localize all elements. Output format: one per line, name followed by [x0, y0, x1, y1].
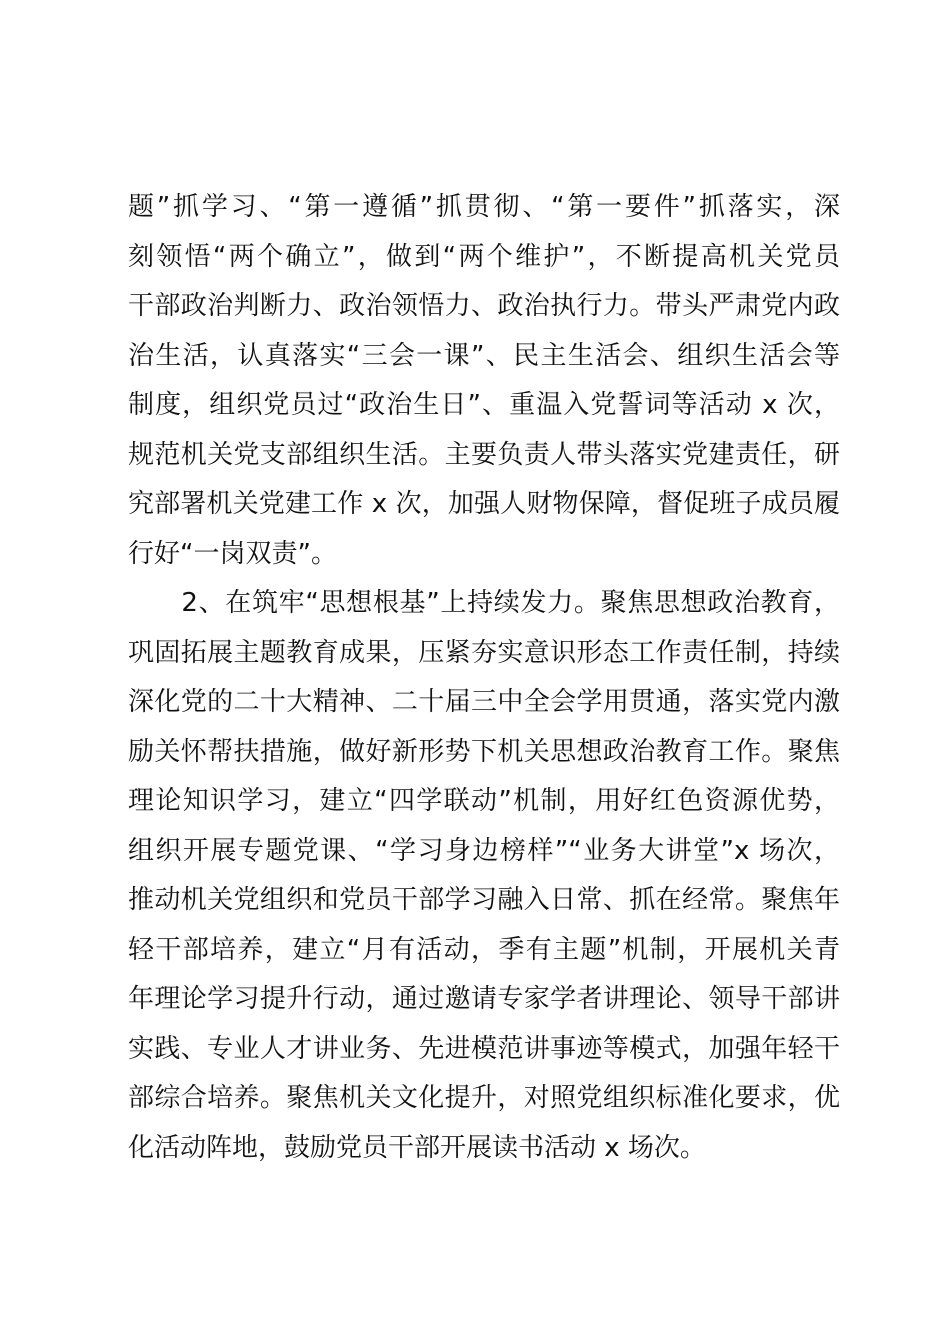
paragraph-2-line: 年理论学习提升行动，通过邀请专家学者讲理论、领导干部讲: [128, 984, 840, 1014]
paragraph-2-line: 组织开展专题党课、“学习身边榜样”“业务大讲堂”x 场次，: [128, 835, 840, 866]
paragraph-1-line: 干部政治判断力、政治领悟力、政治执行力。带头严肃党内政: [128, 291, 840, 321]
paragraph-2-line: 实践、专业人才讲业务、先进模范讲事迹等模式，加强年轻干: [128, 1033, 840, 1064]
paragraph-2-line: 励关怀帮扶措施，做好新形势下机关思想政治教育工作。聚焦: [128, 736, 840, 767]
paragraph-1: [128, 183, 840, 579]
paragraph-2-line: 化活动阵地，鼓励党员干部开展读书活动 x 场次。: [128, 1132, 706, 1163]
paragraph-2-line: 深化党的二十大精神、二十届三中全会学用贯通，落实党内激: [128, 687, 840, 717]
paragraph-2-line: 部综合培养。聚焦机关文化提升，对照党组织标准化要求，优: [128, 1083, 840, 1113]
paragraph-1-line: 题”抓学习、“第一遵循”抓贯彻、“第一要件”抓落实，深: [128, 192, 840, 222]
paragraph-1-line: 行好“一岗双责”。: [128, 538, 337, 569]
paragraph-1-line: 治生活，认真落实“三会一课”、民主生活会、组织生活会等: [128, 340, 840, 371]
paragraph-1-line: 规范机关党支部组织生活。主要负责人带头落实党建责任，研: [128, 439, 840, 470]
paragraph-2-line: 轻干部培养，建立“月有活动，季有主题”机制，开展机关青: [128, 934, 840, 965]
paragraph-1-line: 究部署机关党建工作 x 次，加强人财物保障，督促班子成员履: [128, 489, 840, 519]
paragraph-1-line: 刻领悟“两个确立”，做到“两个维护”，不断提高机关党员: [128, 241, 840, 272]
paragraph-2-line: 推动机关党组织和党员干部学习融入日常、抓在经常。聚焦年: [128, 885, 840, 915]
document-body: [128, 183, 840, 1173]
paragraph-2-line: 巩固拓展主题教育成果，压紧夯实意识形态工作责任制，持续: [128, 637, 840, 668]
paragraph-1-line: 制度，组织党员过“政治生日”、重温入党誓词等活动 x 次，: [128, 390, 840, 420]
paragraph-2: [128, 579, 840, 1173]
paragraph-2-line: 理论知识学习，建立“四学联动”机制，用好红色资源优势，: [128, 786, 840, 816]
paragraph-2-line: 2、在筑牢“思想根基”上持续发力。聚焦思想政治教育，: [128, 588, 840, 618]
